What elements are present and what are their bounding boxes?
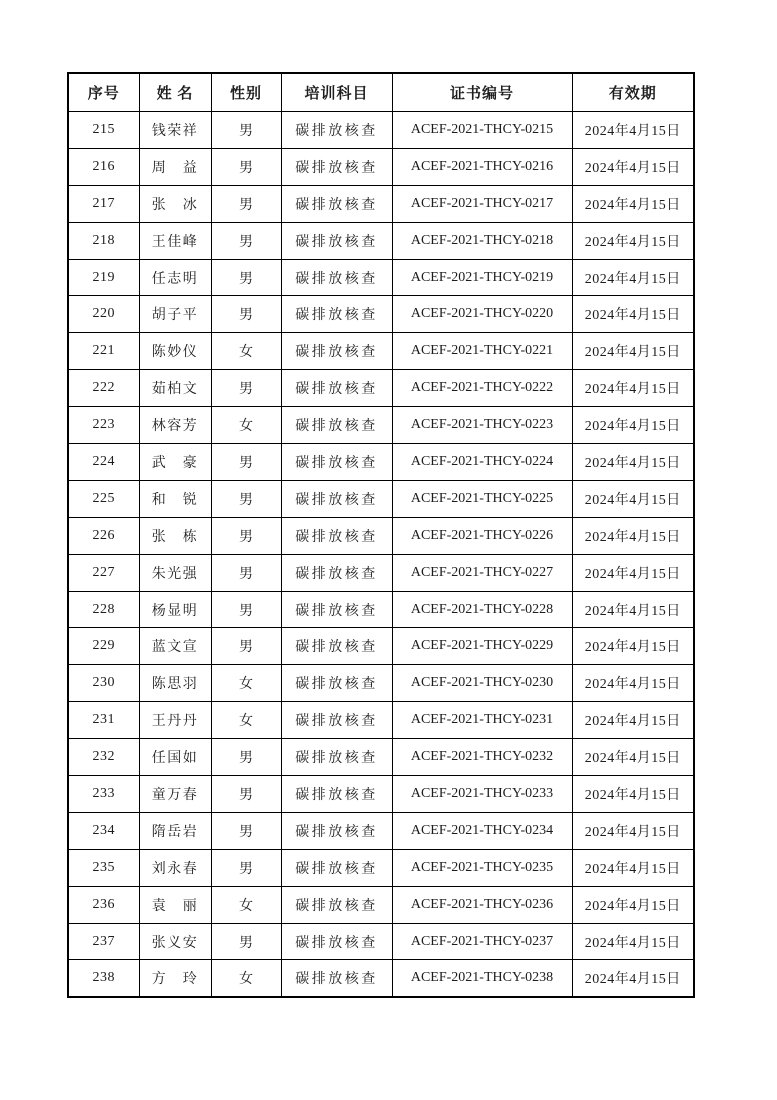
table-body [68, 112, 694, 998]
table-row [68, 112, 694, 149]
table-row [68, 739, 694, 776]
cell-index: 233 [68, 776, 139, 813]
cell-validity: 2024年4月15日 [572, 886, 694, 923]
cell-certificate: ACEF-2021-THCY-0234 [392, 812, 572, 849]
table-row [68, 407, 694, 444]
cell-subject: 碳排放核查 [281, 444, 392, 481]
cell-certificate: ACEF-2021-THCY-0236 [392, 886, 572, 923]
table-row [68, 923, 694, 960]
table-row [68, 333, 694, 370]
cell-index: 237 [68, 923, 139, 960]
cell-index: 215 [68, 112, 139, 149]
column-header-name: 姓 名 [139, 73, 211, 112]
cell-name: 陈思羽 [139, 665, 211, 702]
table-row [68, 886, 694, 923]
cell-gender: 男 [211, 370, 281, 407]
cell-certificate: ACEF-2021-THCY-0216 [392, 148, 572, 185]
cell-index: 235 [68, 849, 139, 886]
table-header-row [68, 73, 694, 112]
cell-index: 219 [68, 259, 139, 296]
cell-certificate: ACEF-2021-THCY-0221 [392, 333, 572, 370]
cell-certificate: ACEF-2021-THCY-0217 [392, 185, 572, 222]
cell-name: 茹柏文 [139, 370, 211, 407]
cell-name: 王丹丹 [139, 702, 211, 739]
cell-index: 232 [68, 739, 139, 776]
cell-index: 220 [68, 296, 139, 333]
cell-subject: 碳排放核查 [281, 665, 392, 702]
column-header-certificate: 证书编号 [392, 73, 572, 112]
cell-certificate: ACEF-2021-THCY-0231 [392, 702, 572, 739]
cell-gender: 女 [211, 407, 281, 444]
cell-name: 袁 丽 [139, 886, 211, 923]
cell-subject: 碳排放核查 [281, 628, 392, 665]
cell-certificate: ACEF-2021-THCY-0233 [392, 776, 572, 813]
cell-gender: 女 [211, 702, 281, 739]
cell-certificate: ACEF-2021-THCY-0225 [392, 480, 572, 517]
cell-certificate: ACEF-2021-THCY-0219 [392, 259, 572, 296]
cell-index: 222 [68, 370, 139, 407]
cell-validity: 2024年4月15日 [572, 739, 694, 776]
cell-gender: 男 [211, 222, 281, 259]
cell-gender: 男 [211, 776, 281, 813]
cell-index: 217 [68, 185, 139, 222]
cell-gender: 男 [211, 554, 281, 591]
cell-name: 刘永春 [139, 849, 211, 886]
cell-name: 陈妙仪 [139, 333, 211, 370]
cell-index: 228 [68, 591, 139, 628]
cell-subject: 碳排放核查 [281, 370, 392, 407]
table-row [68, 259, 694, 296]
cell-subject: 碳排放核查 [281, 886, 392, 923]
column-header-subject: 培训科目 [281, 73, 392, 112]
table-row [68, 702, 694, 739]
cell-validity: 2024年4月15日 [572, 333, 694, 370]
cell-subject: 碳排放核查 [281, 185, 392, 222]
cell-certificate: ACEF-2021-THCY-0230 [392, 665, 572, 702]
cell-name: 张义安 [139, 923, 211, 960]
cell-name: 张 冰 [139, 185, 211, 222]
cell-gender: 男 [211, 739, 281, 776]
table-row [68, 222, 694, 259]
cell-validity: 2024年4月15日 [572, 517, 694, 554]
cell-index: 223 [68, 407, 139, 444]
cell-validity: 2024年4月15日 [572, 812, 694, 849]
table-row [68, 665, 694, 702]
cell-gender: 男 [211, 591, 281, 628]
cell-certificate: ACEF-2021-THCY-0232 [392, 739, 572, 776]
cell-validity: 2024年4月15日 [572, 776, 694, 813]
cell-certificate: ACEF-2021-THCY-0229 [392, 628, 572, 665]
table-row [68, 444, 694, 481]
cell-index: 216 [68, 148, 139, 185]
cell-validity: 2024年4月15日 [572, 628, 694, 665]
column-header-gender: 性别 [211, 73, 281, 112]
cell-subject: 碳排放核查 [281, 517, 392, 554]
cell-gender: 女 [211, 665, 281, 702]
cell-subject: 碳排放核查 [281, 148, 392, 185]
cell-index: 229 [68, 628, 139, 665]
cell-certificate: ACEF-2021-THCY-0218 [392, 222, 572, 259]
cell-gender: 男 [211, 444, 281, 481]
cell-validity: 2024年4月15日 [572, 665, 694, 702]
cell-validity: 2024年4月15日 [572, 185, 694, 222]
cell-certificate: ACEF-2021-THCY-0235 [392, 849, 572, 886]
cell-validity: 2024年4月15日 [572, 702, 694, 739]
cell-index: 236 [68, 886, 139, 923]
cell-name: 隋岳岩 [139, 812, 211, 849]
cell-name: 钱荣祥 [139, 112, 211, 149]
cell-certificate: ACEF-2021-THCY-0226 [392, 517, 572, 554]
cell-gender: 女 [211, 333, 281, 370]
cell-certificate: ACEF-2021-THCY-0238 [392, 960, 572, 997]
table-row [68, 370, 694, 407]
cell-subject: 碳排放核查 [281, 554, 392, 591]
cell-name: 杨显明 [139, 591, 211, 628]
cell-validity: 2024年4月15日 [572, 112, 694, 149]
cell-validity: 2024年4月15日 [572, 444, 694, 481]
table-row [68, 148, 694, 185]
cell-name: 武 豪 [139, 444, 211, 481]
table-row [68, 776, 694, 813]
cell-index: 234 [68, 812, 139, 849]
cell-name: 和 锐 [139, 480, 211, 517]
cell-name: 任志明 [139, 259, 211, 296]
table-row [68, 554, 694, 591]
cell-subject: 碳排放核查 [281, 591, 392, 628]
column-header-validity: 有效期 [572, 73, 694, 112]
cell-name: 方 玲 [139, 960, 211, 997]
cell-gender: 男 [211, 628, 281, 665]
cell-index: 224 [68, 444, 139, 481]
cell-gender: 男 [211, 812, 281, 849]
cell-validity: 2024年4月15日 [572, 554, 694, 591]
cell-validity: 2024年4月15日 [572, 480, 694, 517]
cell-index: 227 [68, 554, 139, 591]
cell-validity: 2024年4月15日 [572, 148, 694, 185]
cell-subject: 碳排放核查 [281, 333, 392, 370]
cell-gender: 女 [211, 960, 281, 997]
cell-subject: 碳排放核查 [281, 812, 392, 849]
cell-subject: 碳排放核查 [281, 222, 392, 259]
certificate-table [67, 72, 695, 998]
cell-gender: 男 [211, 296, 281, 333]
table-row [68, 960, 694, 997]
cell-index: 226 [68, 517, 139, 554]
cell-subject: 碳排放核查 [281, 407, 392, 444]
cell-name: 王佳峰 [139, 222, 211, 259]
cell-certificate: ACEF-2021-THCY-0237 [392, 923, 572, 960]
table-row [68, 480, 694, 517]
table-row [68, 517, 694, 554]
cell-gender: 男 [211, 112, 281, 149]
cell-certificate: ACEF-2021-THCY-0227 [392, 554, 572, 591]
cell-gender: 男 [211, 517, 281, 554]
cell-certificate: ACEF-2021-THCY-0215 [392, 112, 572, 149]
cell-validity: 2024年4月15日 [572, 259, 694, 296]
table-row [68, 185, 694, 222]
cell-validity: 2024年4月15日 [572, 849, 694, 886]
cell-certificate: ACEF-2021-THCY-0228 [392, 591, 572, 628]
cell-validity: 2024年4月15日 [572, 923, 694, 960]
table-row [68, 296, 694, 333]
table-row [68, 812, 694, 849]
cell-gender: 女 [211, 886, 281, 923]
cell-subject: 碳排放核查 [281, 702, 392, 739]
cell-index: 218 [68, 222, 139, 259]
cell-validity: 2024年4月15日 [572, 591, 694, 628]
cell-index: 221 [68, 333, 139, 370]
cell-name: 任国如 [139, 739, 211, 776]
cell-name: 林容芳 [139, 407, 211, 444]
cell-certificate: ACEF-2021-THCY-0223 [392, 407, 572, 444]
cell-index: 238 [68, 960, 139, 997]
cell-index: 230 [68, 665, 139, 702]
cell-subject: 碳排放核查 [281, 849, 392, 886]
cell-certificate: ACEF-2021-THCY-0224 [392, 444, 572, 481]
cell-subject: 碳排放核查 [281, 960, 392, 997]
cell-subject: 碳排放核查 [281, 296, 392, 333]
table-row [68, 591, 694, 628]
cell-name: 周 益 [139, 148, 211, 185]
cell-validity: 2024年4月15日 [572, 296, 694, 333]
cell-gender: 男 [211, 185, 281, 222]
cell-subject: 碳排放核查 [281, 480, 392, 517]
cell-validity: 2024年4月15日 [572, 407, 694, 444]
cell-subject: 碳排放核查 [281, 776, 392, 813]
cell-gender: 男 [211, 480, 281, 517]
cell-name: 童万春 [139, 776, 211, 813]
table-row [68, 849, 694, 886]
column-header-index: 序号 [68, 73, 139, 112]
cell-certificate: ACEF-2021-THCY-0222 [392, 370, 572, 407]
cell-gender: 男 [211, 923, 281, 960]
cell-certificate: ACEF-2021-THCY-0220 [392, 296, 572, 333]
cell-gender: 男 [211, 259, 281, 296]
cell-index: 225 [68, 480, 139, 517]
cell-validity: 2024年4月15日 [572, 222, 694, 259]
cell-name: 张 栋 [139, 517, 211, 554]
cell-validity: 2024年4月15日 [572, 370, 694, 407]
cell-index: 231 [68, 702, 139, 739]
cell-gender: 男 [211, 849, 281, 886]
cell-name: 朱光强 [139, 554, 211, 591]
table-row [68, 628, 694, 665]
cell-name: 胡子平 [139, 296, 211, 333]
cell-subject: 碳排放核查 [281, 739, 392, 776]
cell-subject: 碳排放核查 [281, 259, 392, 296]
cell-name: 蓝文宣 [139, 628, 211, 665]
cell-validity: 2024年4月15日 [572, 960, 694, 997]
cell-subject: 碳排放核查 [281, 112, 392, 149]
cell-gender: 男 [211, 148, 281, 185]
cell-subject: 碳排放核查 [281, 923, 392, 960]
